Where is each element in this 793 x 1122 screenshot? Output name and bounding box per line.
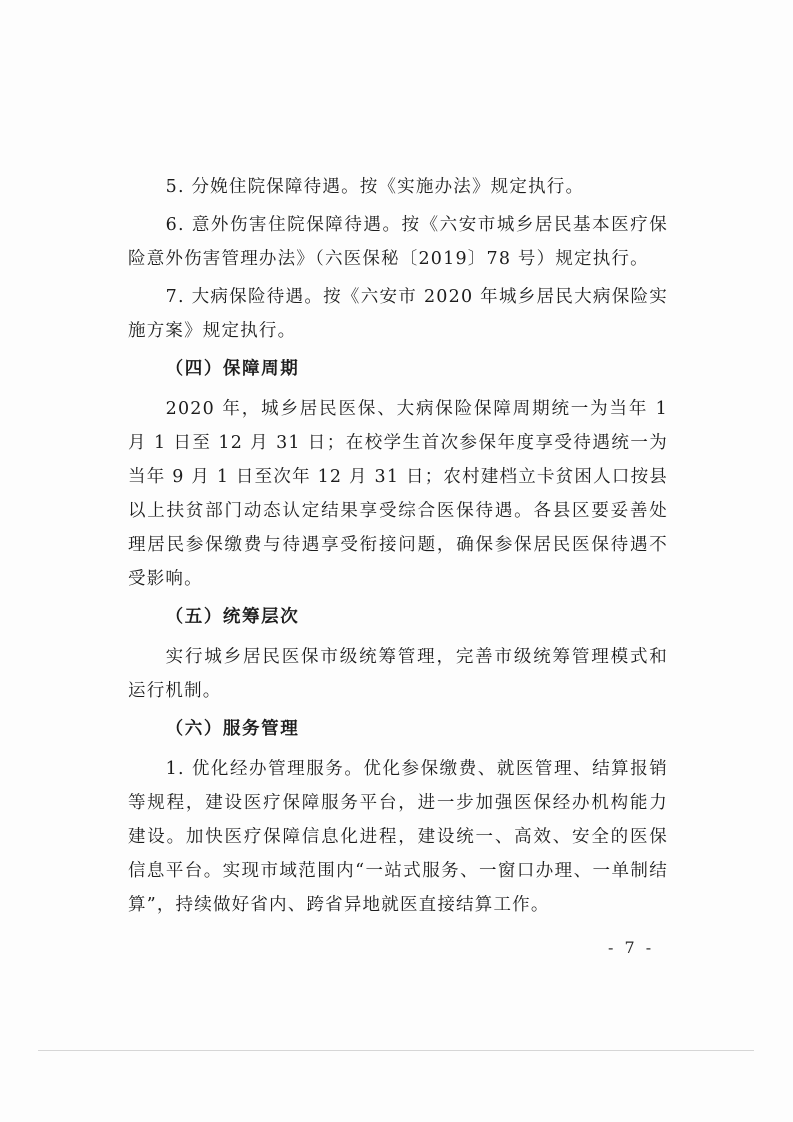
paragraph-critical-illness-benefit: 7. 大病保险待遇。按《六安市 2020 年城乡居民大病保险实施方案》规定执行。 <box>128 287 668 341</box>
page-bottom-divider <box>38 1050 754 1051</box>
paragraph-coverage-period: 2020 年，城乡居民医保、大病保险保障周期统一为当年 1 月 1 日至 12 月 31 日；在校学生首次参保年度享受待遇统一为当年 9 月 1 日至次年 12 月 31 日；农村建档立卡贫困人口按县以上扶贫部门动态认定结果享受综合医保待遇。各县区要妥善处理居民参保缴费与待遇享受衔接问题，确保参保居民医保待遇不受影响。 <box>128 399 668 589</box>
section-heading-pooling-level: （五）统筹层次 <box>165 607 300 627</box>
document-body <box>128 170 668 926</box>
section-heading-coverage-period: （四）保障周期 <box>165 359 300 379</box>
page-number: - 7 - <box>608 938 655 957</box>
paragraph-childbirth-benefit: 5. 分娩住院保障待遇。按《实施办法》规定执行。 <box>165 177 585 197</box>
paragraph-pooling-level: 实行城乡居民医保市级统筹管理，完善市级统筹管理模式和运行机制。 <box>128 647 668 701</box>
paragraph-service-management: 1. 优化经办管理服务。优化参保缴费、就医管理、结算报销等规程，建设医疗保障服务平台，进一步加强医保经办机构能力建设。加快医疗保障信息化进程，建设统一、高效、安全的医保信息平台。实现市域范围内“一站式服务、一窗口办理、一单制结算”，持续做好省内、跨省异地就医直接结算工作。 <box>128 759 668 915</box>
section-heading-service-management: （六）服务管理 <box>165 719 300 739</box>
paragraph-accident-benefit: 6. 意外伤害住院保障待遇。按《六安市城乡居民基本医疗保险意外伤害管理办法》（六医保秘〔2019〕78 号）规定执行。 <box>128 215 668 269</box>
